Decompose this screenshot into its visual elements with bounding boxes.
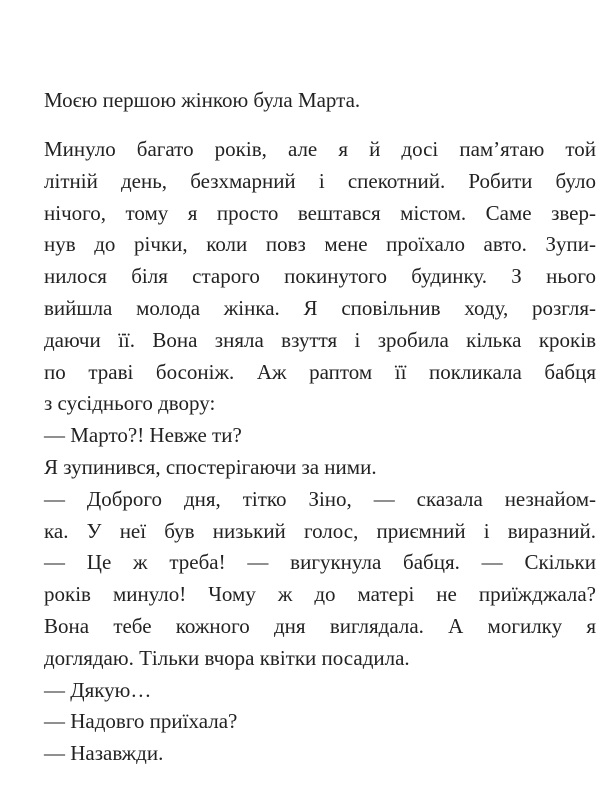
paragraph-line: Минуло багато років, але я й досі пам’ятаю той: [44, 137, 596, 161]
paragraph-line: вийшла молода жінка. Я сповільнив ходу, розгля-: [44, 295, 596, 320]
dialogue-line: — Назавжди.: [44, 741, 164, 766]
paragraph-line: з сусіднього двору:: [44, 391, 216, 416]
dialogue-line: — Це ж треба! — вигукнула бабця. — Скільки: [44, 550, 596, 575]
paragraph-line: літній день, безхмарний і спекотний. Робити було: [44, 168, 596, 193]
dialogue-line: років минуло! Чому ж до матері не приїжджала?: [44, 582, 596, 607]
opening-paragraph: [44, 134, 596, 420]
dialogue-line: — Доброго дня, тітко Зіно, — сказала незнайом-: [44, 486, 596, 511]
dialogue-line: Вона тебе кожного дня виглядала. А могилку я: [44, 613, 596, 638]
paragraph-line: нув до річки, коли повз мене проїхало авто. Зупи-: [44, 232, 596, 257]
story-text: [44, 134, 596, 770]
dialogue-line: — Надовго приїхала?: [44, 709, 238, 734]
narration-line: Я зупинився, спостерігаючи за ними.: [44, 454, 377, 479]
opening-line-block: [44, 84, 596, 116]
paragraph-line: нічого, тому я просто вештався містом. Саме звер-: [44, 200, 596, 225]
dialogue-line: — Марто?! Невже ти?: [44, 423, 242, 448]
dialogue-line: доглядаю. Тільки вчора квітки посадила.: [44, 645, 410, 670]
paragraph-line: по траві босоніж. Аж раптом її покликала бабця: [44, 359, 596, 384]
opening-line: Моєю першою жінкою була Марта.: [44, 88, 361, 112]
dialogue-line: ка. У неї був низький голос, приємний і виразний.: [44, 518, 596, 543]
paragraph-line: нилося біля старого покинутого будинку. З нього: [44, 264, 596, 289]
dialogue-line: — Дякую…: [44, 677, 152, 702]
paragraph-line: даючи її. Вона зняла взуття і зробила кілька кроків: [44, 327, 596, 352]
